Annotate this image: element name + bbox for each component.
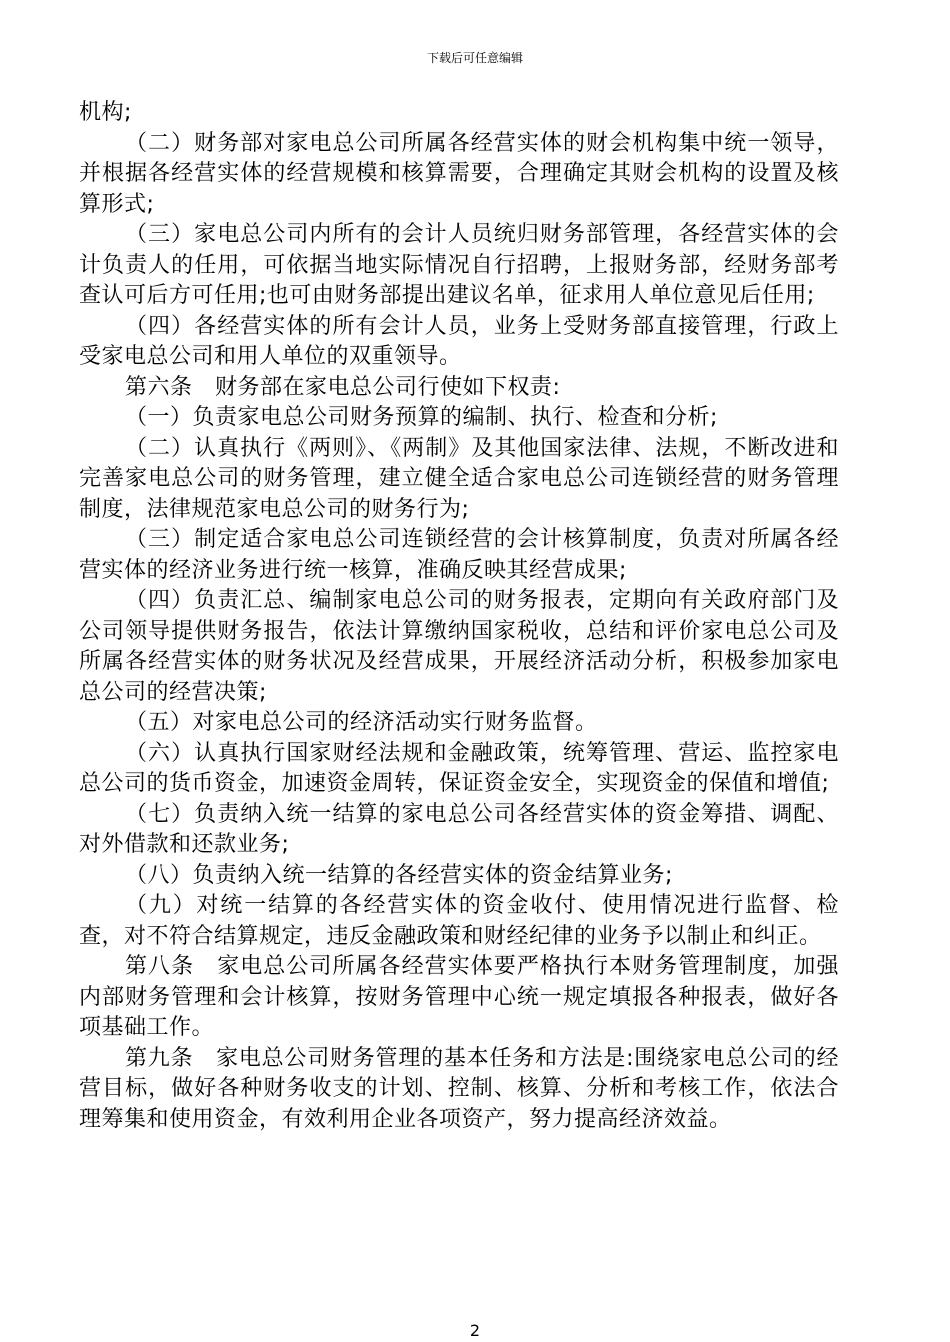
paragraph-item: （七）负责纳入统一结算的家电总公司各经营实体的资金筹措、调配、对外借款和还款业务;	[79, 801, 839, 857]
paragraph-item: （二）财务部对家电总公司所属各经营实体的财会机构集中统一领导，并根据各经营实体的经营规模和核算需要，合理确定其财会机构的设置及核算形式;	[79, 130, 839, 217]
paragraph-item: （六）认真执行国家财经法规和金融政策，统筹管理、营运、监控家电总公司的货币资金，加速资金周转，保证资金安全，实现资金的保值和增值;	[79, 740, 839, 796]
paragraph-item: （九）对统一结算的各经营实体的资金收付、使用情况进行监督、检查，对不符合结算规定，违反金融政策和财经纪律的业务予以制止和纠正。	[79, 893, 839, 949]
document-body	[79, 98, 839, 1135]
paragraph-item: （五）对家电总公司的经济活动实行财务监督。	[125, 710, 598, 735]
paragraph-continuation: 机构;	[79, 100, 132, 125]
article-paragraph: 第九条 家电总公司财务管理的基本任务和方法是:围绕家电总公司的经营目标，做好各种财务收支的计划、控制、核算、分析和考核工作，依法合理筹集和使用资金，有效利用企业各项资产，努力提高经济效益。	[79, 1045, 839, 1132]
paragraph-item: （二）认真执行《两则》、《两制》及其他国家法律、法规，不断改进和完善家电总公司的财务管理，建立健全适合家电总公司连锁经营的财务管理制度，法律规范家电总公司的财务行为;	[79, 435, 839, 522]
article-paragraph: 第八条 家电总公司所属各经营实体要严格执行本财务管理制度，加强内部财务管理和会计核算，按财务管理中心统一规定填报各种报表，做好各项基础工作。	[79, 954, 839, 1040]
paragraph-item: （三）家电总公司内所有的会计人员统归财务部管理，各经营实体的会计负责人的任用，可依据当地实际情况自行招聘，上报财务部，经财务部考查认可后方可任用;也可由财务部提出建议名单，征求用人单位意见后任用;	[79, 222, 839, 308]
paragraph-item: （八）负责纳入统一结算的各经营实体的资金结算业务;	[125, 862, 673, 888]
page-number: 2	[469, 1321, 481, 1340]
page-header: 下载后可任意编辑	[426, 51, 523, 65]
paragraph-item: （四）各经营实体的所有会计人员，业务上受财务部直接管理，行政上受家电总公司和用人单位的双重领导。	[79, 313, 839, 369]
article-heading: 第六条 财务部在家电总公司行使如下权责:	[125, 374, 561, 400]
paragraph-item: （三）制定适合家电总公司连锁经营的会计核算制度，负责对所属各经营实体的经济业务进行统一核算，准确反映其经营成果;	[79, 527, 839, 583]
paragraph-item: （一）负责家电总公司财务预算的编制、执行、检查和分析;	[125, 405, 718, 430]
paragraph-item: （四）负责汇总、编制家电总公司的财务报表，定期向有关政府部门及公司领导提供财务报告，依法计算缴纳国家税收，总结和评价家电总公司及所属各经营实体的财务状况及经营成果，开展经济活动分析，积极参加家电总公司的经营决策;	[79, 588, 839, 705]
